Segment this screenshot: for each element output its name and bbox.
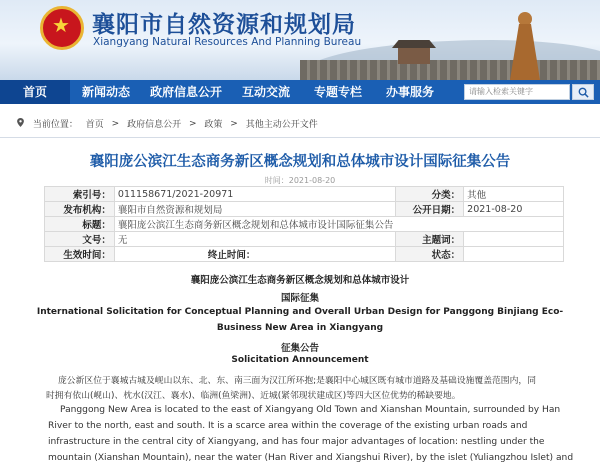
breadcrumb-item-policy[interactable]: 政策 [204,120,223,130]
en-paragraph-line3: infrastructure in the central city of Xiangyang, and has four major advantages of location: nestling under the [48,437,545,447]
nav-item-services[interactable]: 办事服务 [385,85,434,99]
breadcrumb-item-other-files[interactable]: 其他主动公开文件 [245,120,318,130]
site-title[interactable]: 襄阳市自然资源和规划局 [92,11,356,38]
breadcrumb-item-gov-info[interactable]: 政府信息公开 [127,120,182,130]
status-value [464,247,564,262]
expire-label: 终止时间： [207,250,256,261]
table-row [45,232,564,247]
docno-value: 无 [114,232,395,247]
subject-value [464,232,564,247]
nav-item-topics[interactable]: 专题专栏 [313,85,362,99]
breadcrumb-separator: > [230,118,238,129]
en-paragraph-line4: mountain (Xianshan Mountain), near the water (Han River and Xiangshui River), by the islet (Yuliangzhou Islet) and [48,453,574,463]
breadcrumb-prefix: 当前位置： [32,120,78,130]
date-label: 公开日期： [396,202,464,217]
cn-paragraph-line1: 庞公新区位于襄城古城及岘山以东、北、东、南三面为汉江所环抱;是襄阳中心城区既有城市道路及基础设施覆盖范围内，同 [58,376,536,386]
site-subtitle: Xiangyang Natural Resources And Planning Bureau [93,36,362,48]
nav-item-interaction[interactable]: 互动交流 [241,85,290,99]
table-row [45,187,564,202]
search-input[interactable]: 请输入检索关键字 [464,84,570,100]
breadcrumb [16,117,323,131]
time-label: 时间： [264,176,289,185]
status-label: 状态： [396,247,464,262]
city-wall-graphic [300,60,600,80]
docno-label: 文号： [45,232,115,247]
title-label: 标题： [45,217,115,232]
table-row [45,217,564,232]
cn-heading: 襄阳庞公滨江生态商务新区概念规划和总体城市设计 [190,275,410,286]
statue-graphic [505,10,545,80]
en-heading-line1: International Solicitation for Conceptual Planning and Overall Urban Design for Panggong Binjiang Eco- [36,307,564,317]
time-value: 2021-08-20 [288,176,336,185]
en-paragraph-line2: River to the north, east and south. It is a scarce area within the coverage of the existing urban roads and [48,421,528,431]
breadcrumb-item-home[interactable]: 首页 [85,120,104,130]
cn-subheading: 国际征集 [280,293,319,304]
category-label: 分类： [396,187,464,202]
metadata-table [44,186,564,262]
index-label: 索引号： [45,187,115,202]
divider [0,137,600,138]
location-pin-icon [16,118,25,130]
article-title: 襄阳庞公滨江生态商务新区概念规划和总体城市设计国际征集公告 [89,154,511,170]
issuer-label: 发布机构： [45,202,115,217]
effective-row-cell [114,247,395,262]
publish-time [0,175,600,186]
index-value: 011158671/2021-20971 [114,187,395,202]
breadcrumb-separator: > [188,118,197,129]
gate-tower-graphic [392,40,436,64]
en-notice-heading: Solicitation Announcement [231,355,369,365]
issuer-value: 襄阳市自然资源和规划局 [114,202,395,217]
breadcrumb-separator: > [111,118,120,129]
en-heading-line2: Business New Area in Xiangyang [216,323,384,333]
nav-item-news[interactable]: 新闻动态 [81,85,130,99]
subject-label: 主题词： [396,232,464,247]
nav-item-home[interactable]: 首页 [0,80,70,104]
table-row [45,202,564,217]
date-value: 2021-08-20 [464,202,564,217]
table-row [45,247,564,262]
cn-notice-heading: 征集公告 [280,343,319,354]
national-emblem-icon: ★ [40,6,84,50]
cn-paragraph-line2: 时拥有依山(岘山)、枕水(汉江、襄水)、临洲(鱼梁洲)、近城(紧邻现状建成区)等四大区位优势的稀缺要地。 [46,391,461,401]
title-value: 襄阳庞公滨江生态商务新区概念规划和总体城市设计国际征集公告 [114,217,563,232]
effective-label: 生效时间： [45,247,115,262]
search-button[interactable] [572,84,594,100]
category-value: 其他 [464,187,564,202]
search-icon [578,87,589,98]
site-header [0,0,600,80]
en-paragraph-line1: Panggong New Area is located to the east of Xiangyang Old Town and Xianshan Mountain, surrounded by Han [60,405,561,415]
nav-item-gov-info[interactable]: 政府信息公开 [149,85,222,99]
